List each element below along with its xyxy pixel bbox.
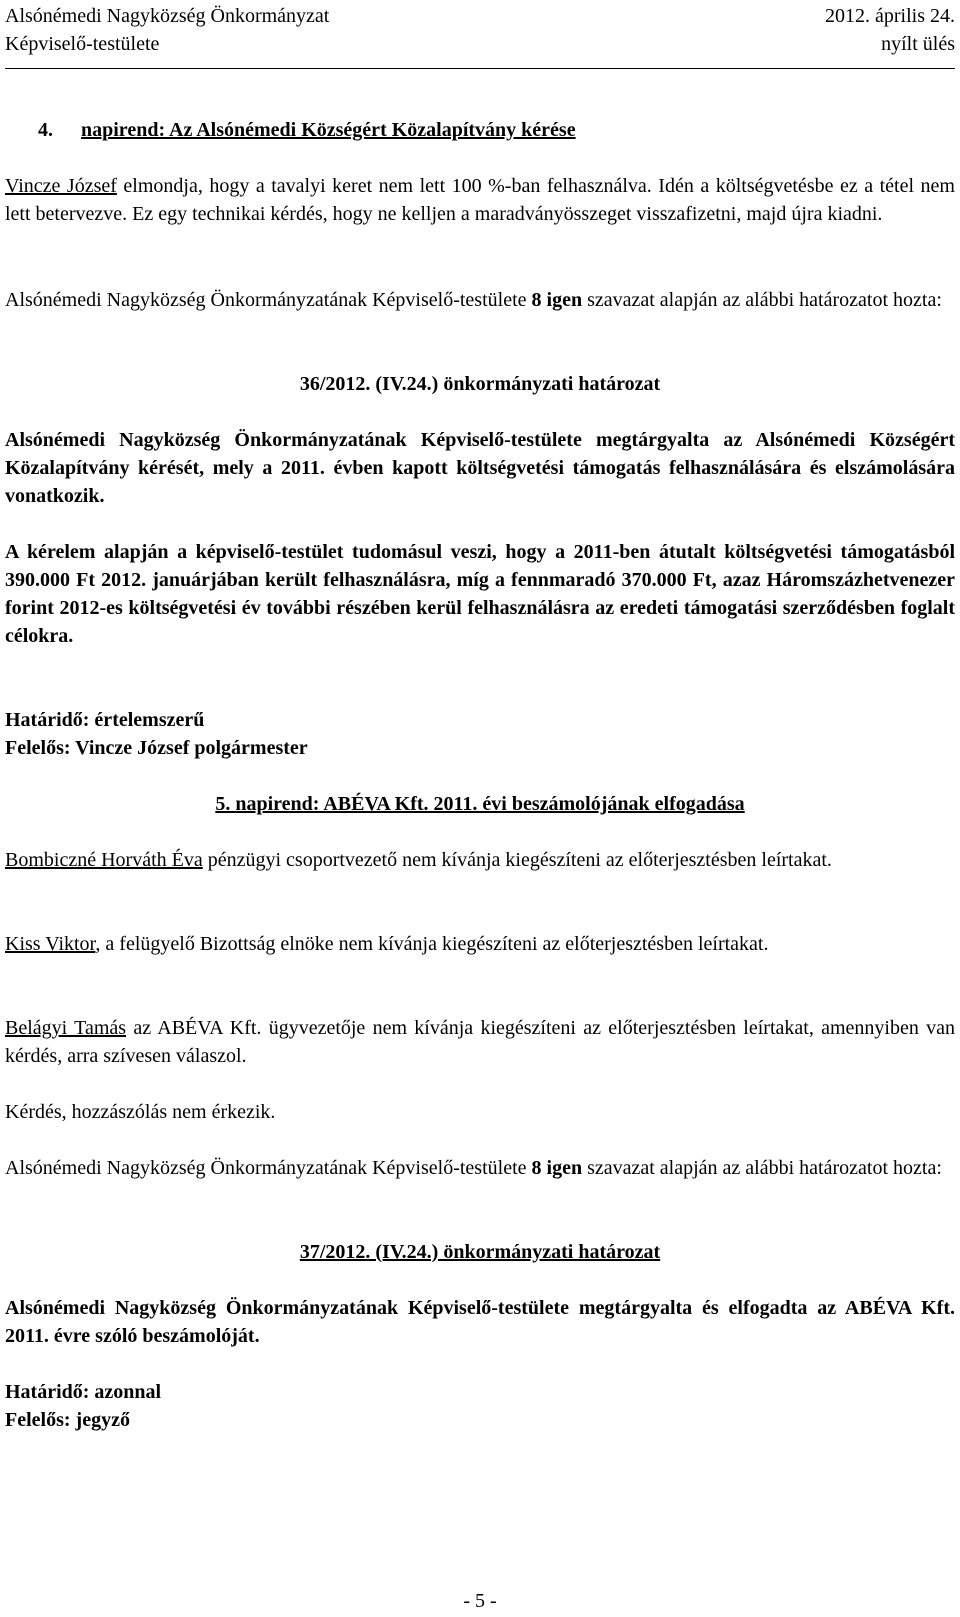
speaker-name: Vincze József <box>5 175 117 197</box>
paragraph-vincze <box>5 172 955 228</box>
header-divider <box>5 68 955 69</box>
speaker-name: Kiss Viktor <box>5 933 96 955</box>
resolution-37-responsible: Felelős: jegyző <box>5 1409 130 1431</box>
resolution-37-paragraph-1: Alsónémedi Nagyközség Önkormányzatának Képviselő-testülete megtárgyalta és elfogadta az ABÉVA Kft. 2011. évre szóló beszámolóját. <box>5 1297 955 1347</box>
speaker-name: Belágyi Tamás <box>5 1017 127 1039</box>
paragraph-text: , a felügyelő Bizottság elnöke nem kívánja kiegészíteni az előterjesztésben leírtakat. <box>95 933 769 955</box>
vote-count: 8 igen <box>531 289 583 311</box>
vote-text-end: szavazat alapján az alábbi határozatot hozta: <box>582 1157 942 1179</box>
vote-paragraph-2 <box>5 1154 955 1182</box>
paragraph-bombiczne <box>5 846 955 874</box>
vote-text: Alsónémedi Nagyközség Önkormányzatának Képviselő-testülete <box>5 289 532 311</box>
paragraph-text: az ABÉVA Kft. ügyvezetője nem kívánja kiegészíteni az előterjesztésben leírtakat, amennyiben van kérdés, arra szívesen válaszol. <box>5 1017 955 1067</box>
resolution-36-paragraph-1: Alsónémedi Nagyközség Önkormányzatának Képviselő-testülete megtárgyalta az Alsónémedi Községért Közalapítvány kérését, mely a 2011. évben kapott költségvetési támogatás felhasználására és elszámolására vonatkozik. <box>5 429 955 507</box>
paragraph-no-questions: Kérdés, hozzászólás nem érkezik. <box>5 1101 276 1123</box>
paragraph-text: elmondja, hogy a tavalyi keret nem lett 100 %-ban felhasználva. Idén a költségvetésbe ez a tétel nem lett betervezve. Ez egy technikai kérdés, hogy ne kelljen a maradványösszeget visszafizetni, majd újra kiadni. <box>5 175 955 225</box>
agenda-5-heading: 5. napirend: ABÉVA Kft. 2011. évi beszámolójának elfogadása <box>215 793 745 815</box>
resolution-36-responsible: Felelős: Vincze József polgármester <box>5 737 308 759</box>
header-body: Képviselő-testülete <box>5 33 160 55</box>
resolution-37-deadline: Határidő: azonnal <box>5 1381 162 1403</box>
agenda-4-number: 4. <box>38 119 53 141</box>
page-number: - 5 - <box>463 1590 497 1612</box>
resolution-36-title: 36/2012. (IV.24.) önkormányzati határozat <box>299 373 661 395</box>
resolution-36-deadline: Határidő: értelemszerű <box>5 709 205 731</box>
speaker-name: Bombiczné Horváth Éva <box>5 849 203 871</box>
paragraph-text: pénzügyi csoportvezető nem kívánja kiegészíteni az előterjesztésben leírtakat. <box>202 849 832 871</box>
header-org: Alsónémedi Nagyközség Önkormányzat <box>5 5 330 27</box>
header-session: nyílt ülés <box>881 33 955 55</box>
vote-text-end: szavazat alapján az alábbi határozatot hozta: <box>582 289 942 311</box>
resolution-37-title: 37/2012. (IV.24.) önkormányzati határozat <box>299 1241 661 1263</box>
agenda-4-heading <box>38 116 938 144</box>
header-date: 2012. április 24. <box>825 5 955 27</box>
resolution-36-paragraph-2: A kérelem alapján a képviselő-testület tudomásul veszi, hogy a 2011-ben átutalt költségvetési támogatásból 390.000 Ft 2012. januárjában került felhasználásra, míg a fennmaradó 370.000 Ft, azaz Háromszázhetvenezer forint 2012-es költségvetési év további részében kerül felhasználásra az eredeti támogatási szerződésben foglalt célokra. <box>5 541 955 647</box>
agenda-4-title: napirend: Az Alsónémedi Községért Közalapítvány kérése <box>81 119 576 141</box>
vote-count: 8 igen <box>531 1157 583 1179</box>
paragraph-belagyi <box>5 1014 955 1070</box>
paragraph-kiss <box>5 930 955 958</box>
vote-paragraph-1 <box>5 286 955 314</box>
vote-text: Alsónémedi Nagyközség Önkormányzatának Képviselő-testülete <box>5 1157 532 1179</box>
